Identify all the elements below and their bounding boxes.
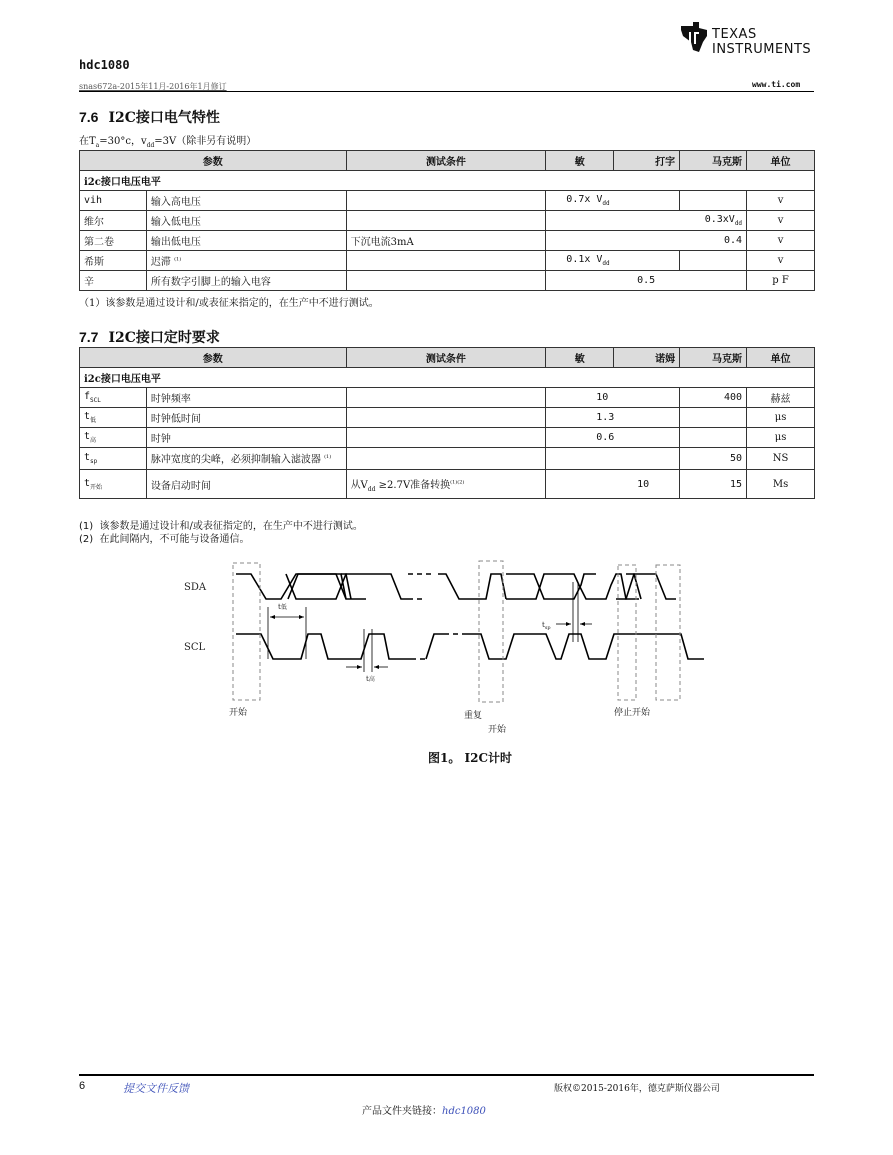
table-row <box>80 211 815 231</box>
row-param: 所有数字引脚上的输入电容 <box>146 271 346 291</box>
row-max <box>680 408 747 428</box>
sym-sub: 高 <box>90 437 97 444</box>
scl-label: SCL <box>184 642 206 653</box>
restart-box <box>479 561 503 702</box>
row-max: 15 <box>680 470 747 499</box>
row-unit: μs <box>747 408 815 428</box>
folder-prefix: 产品文件夹链接： <box>362 1106 442 1117</box>
row-min: 1.3 <box>546 408 680 428</box>
sym-sub: 开始 <box>90 483 103 491</box>
logo-line-1: TEXAS <box>712 27 757 42</box>
row-max <box>546 211 747 231</box>
row-nom: 10 <box>546 470 680 499</box>
sym-text: t <box>84 411 91 422</box>
t-low-head-r <box>299 615 304 619</box>
row-max: 400 <box>680 388 747 408</box>
footnote-num: (1) <box>79 521 94 532</box>
row-symbol <box>80 448 147 470</box>
col-min: 敏 <box>546 348 614 368</box>
section-number: 7.7 <box>79 329 99 345</box>
row-min-sub: dd <box>602 260 610 267</box>
t-low-head-l <box>270 615 275 619</box>
table-row <box>80 191 815 211</box>
row-min-sub: dd <box>602 200 610 207</box>
col-cond: 测试条件 <box>346 151 546 171</box>
row-unit: 赫兹 <box>747 388 815 408</box>
row-unit: v <box>747 191 815 211</box>
sda-wave-3 <box>438 574 506 599</box>
row-symbol <box>80 428 147 448</box>
footer-rule <box>79 1074 814 1076</box>
row-cond: 下沉电流3mA <box>346 231 546 251</box>
footnote-num: (2) <box>79 534 94 545</box>
row-cond <box>346 428 546 448</box>
sym-text: t <box>84 452 91 464</box>
conditions-note <box>79 132 256 149</box>
group-label: i2c接口电压电平 <box>80 368 815 388</box>
row-cond <box>346 470 546 499</box>
row-param <box>146 251 346 271</box>
cond-suffix: =3V（除非另有说明） <box>154 136 257 147</box>
cond-sub: dd <box>367 485 376 493</box>
row-cond <box>346 191 546 211</box>
ti-logo-icon <box>677 20 713 56</box>
electrical-table <box>79 150 815 291</box>
t-sp-t: t <box>542 621 545 629</box>
footnote-text: 该参数是通过设计和/或表征指定的，在生产中不进行测试。 <box>99 521 363 532</box>
row-cond <box>346 271 546 291</box>
doc-id[interactable]: snas672a-2015年11月-2016年1月修订 <box>79 82 227 91</box>
ti-logo-text <box>712 27 811 57</box>
table-row <box>80 448 815 470</box>
t-low-t: t <box>278 603 281 611</box>
row-min <box>546 251 680 271</box>
timing-diagram-svg <box>176 557 716 747</box>
table-row <box>80 470 815 499</box>
row-param: 时钟频率 <box>146 388 346 408</box>
sym-sub: SCL <box>90 397 101 404</box>
table-header-row <box>80 151 815 171</box>
row-param: 输出低电压 <box>146 231 346 251</box>
stop-box <box>618 565 636 700</box>
figure-caption: 图1。 I2C计时 <box>428 751 513 765</box>
row-cond <box>346 211 546 231</box>
cond-sub-a: a <box>95 142 100 149</box>
row-symbol: 辛 <box>80 271 147 291</box>
t-low-sub: 低 <box>280 604 287 611</box>
row-note: (1) <box>174 256 182 263</box>
timing-table <box>79 347 815 499</box>
restart-label-2: 开始 <box>488 725 507 735</box>
t-high-t: t <box>366 675 369 683</box>
row-max <box>680 428 747 448</box>
scl-wave-3 <box>466 634 704 659</box>
scl-waveform <box>236 634 411 659</box>
table-row <box>80 251 815 271</box>
row-min-text: 0.1x V <box>566 254 603 265</box>
row-max: 0.4 <box>546 231 747 251</box>
sym-text: t <box>84 431 91 442</box>
website-link[interactable]: www.ti.com <box>752 80 801 89</box>
row-unit: v <box>747 231 815 251</box>
cond-note: (1)(2) <box>450 479 465 486</box>
row-unit: v <box>747 251 815 271</box>
t-sp-label <box>542 621 551 631</box>
section-number: 7.6 <box>79 109 99 125</box>
table-group-row <box>80 368 815 388</box>
row-symbol: 希斯 <box>80 251 147 271</box>
sda-wave-4 <box>506 574 639 599</box>
row-min <box>546 191 680 211</box>
table-row <box>80 388 815 408</box>
sym-sub: 低 <box>90 417 97 424</box>
row-unit: v <box>747 211 815 231</box>
row-note: (1) <box>324 454 332 460</box>
row-param: 时钟 <box>146 428 346 448</box>
row-symbol <box>80 388 147 408</box>
row-max: 50 <box>680 448 747 470</box>
row-unit: Ms <box>747 470 815 499</box>
section-title-text: I2C接口定时要求 <box>108 330 220 346</box>
cond-rest: ≥2.7V准备转换 <box>375 479 451 491</box>
table-row <box>80 408 815 428</box>
footnote-7-7-2 <box>79 530 250 545</box>
cond-prefix: 在T <box>79 136 96 147</box>
cond-sub-dd: dd <box>146 142 155 149</box>
sym-text: f <box>84 391 91 402</box>
sym-text: t <box>84 477 91 489</box>
row-typ: 0.5 <box>546 271 747 291</box>
table-row <box>80 428 815 448</box>
row-symbol: 第二卷 <box>80 231 147 251</box>
footnote-7-6: （1）该参数是通过设计和/或表征来指定的，在生产中不进行测试。 <box>79 298 379 309</box>
restart-label-1: 重复 <box>464 711 483 721</box>
col-param: 参数 <box>80 348 347 368</box>
row-unit: p F <box>747 271 815 291</box>
col-max: 马克斯 <box>680 348 747 368</box>
t-high-head-l <box>357 665 362 669</box>
col-param: 参数 <box>80 151 347 171</box>
row-cond <box>346 408 546 428</box>
t-low-label <box>278 603 287 611</box>
group-label: i2c接口电压电平 <box>80 171 815 191</box>
product-folder-link[interactable]: hdc1080 <box>442 1106 486 1117</box>
col-cond: 测试条件 <box>346 348 546 368</box>
row-symbol: 维尔 <box>80 211 147 231</box>
row-min-text: 0.7x V <box>566 194 603 205</box>
row-param <box>146 448 346 470</box>
sda-wave-4b <box>506 574 596 599</box>
start2-box <box>656 565 680 700</box>
product-folder <box>362 1102 486 1117</box>
row-min <box>546 448 680 470</box>
start-label: 开始 <box>229 708 248 718</box>
feedback-link[interactable]: 提交文件反馈 <box>123 1082 189 1095</box>
part-number: hdc1080 <box>79 58 130 72</box>
row-symbol: vih <box>80 191 147 211</box>
t-high-sub: 高 <box>368 676 375 683</box>
row-symbol <box>80 408 147 428</box>
row-param: 输入低电压 <box>146 211 346 231</box>
section-7-7-title <box>79 327 220 347</box>
col-typ: 打字 <box>614 151 680 171</box>
t-sp-sub: sp <box>544 625 551 631</box>
copyright: 版权©2015-2016年，德克萨斯仪器公司 <box>554 1084 720 1094</box>
header-rule <box>79 91 814 92</box>
row-param: 输入高电压 <box>146 191 346 211</box>
section-title-text: I2C接口电气特性 <box>108 110 220 126</box>
sym-sub: sp <box>90 458 98 466</box>
col-unit: 单位 <box>747 348 815 368</box>
row-min: 10 <box>546 388 680 408</box>
row-param-text: 迟滞 <box>150 257 171 268</box>
row-param-text: 脉冲宽度的尖峰，必须抑制输入滤波器 <box>150 454 321 466</box>
stop-start-label: 停止开始 <box>614 708 651 718</box>
footnote-text: 在此间隔内，不可能与设备通信。 <box>99 534 250 545</box>
row-cond <box>346 251 546 271</box>
cond-mid: =30°c，v <box>99 136 147 147</box>
row-max-sub: dd <box>734 220 743 227</box>
t-sp-head-r <box>580 622 585 626</box>
col-max: 马克斯 <box>680 151 747 171</box>
col-nom: 诺姆 <box>614 348 680 368</box>
table-row <box>80 231 815 251</box>
table-row <box>80 271 815 291</box>
col-unit: 单位 <box>747 151 815 171</box>
row-max <box>680 251 747 271</box>
table-group-row <box>80 171 815 191</box>
t-high-head-r <box>374 665 379 669</box>
table-header-row <box>80 348 815 368</box>
row-min: 0.6 <box>546 428 680 448</box>
t-high-label <box>366 675 375 683</box>
row-param: 设备启动时间 <box>146 470 346 499</box>
col-min: 敏 <box>546 151 614 171</box>
row-param: 时钟低时间 <box>146 408 346 428</box>
scl-wave-2 <box>426 634 444 659</box>
row-unit: NS <box>747 448 815 470</box>
page-number: 6 <box>79 1080 86 1092</box>
t-sp-head-l <box>566 622 571 626</box>
row-max-text: 0.3xV <box>704 214 735 225</box>
row-max <box>680 191 747 211</box>
cond-text: 从V <box>350 479 368 491</box>
section-7-6-title <box>79 107 220 127</box>
row-cond <box>346 388 546 408</box>
i2c-timing-diagram <box>176 557 716 747</box>
sda-label: SDA <box>184 582 207 593</box>
row-cond <box>346 448 546 470</box>
row-unit: μs <box>747 428 815 448</box>
logo-line-2: INSTRUMENTS <box>712 42 812 57</box>
row-symbol <box>80 470 147 499</box>
